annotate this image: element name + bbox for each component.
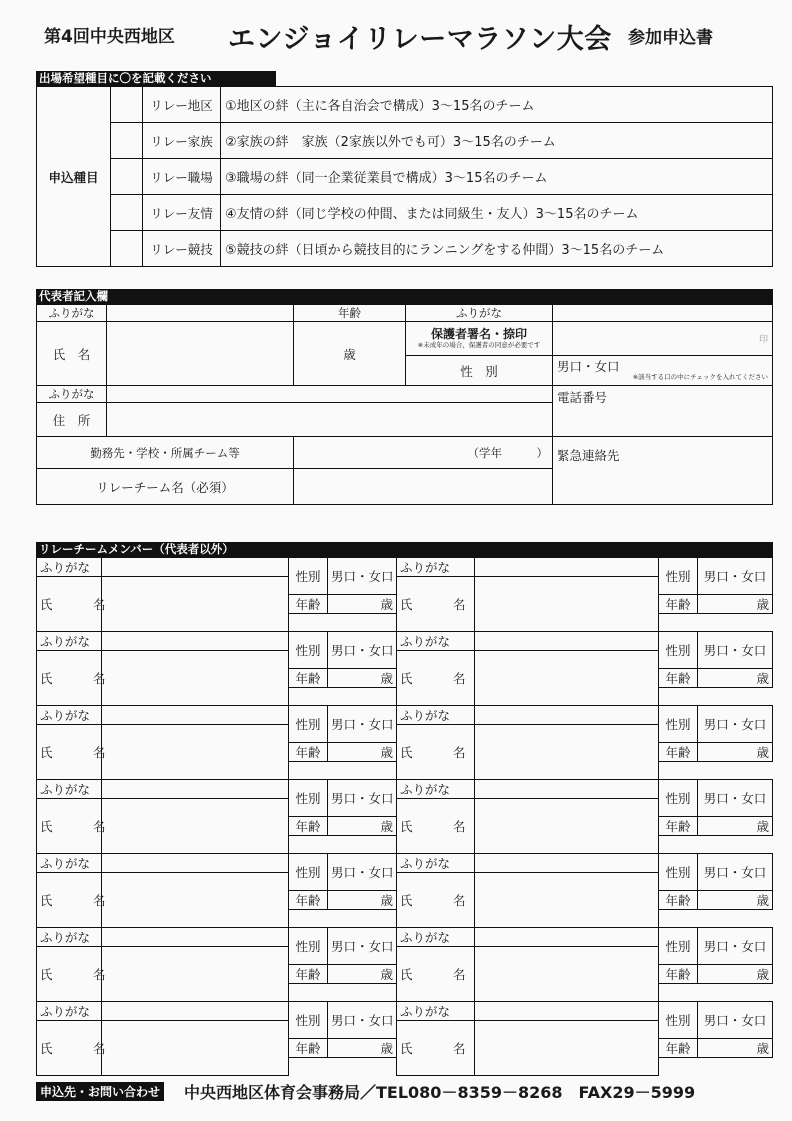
age-unit: 歳 (380, 967, 393, 982)
member-furigana-field[interactable] (475, 558, 659, 577)
member-gender-label: 性別 (659, 780, 698, 817)
member-furigana-field[interactable] (102, 928, 289, 947)
member-age-field[interactable] (328, 891, 397, 910)
age-unit: 歳 (756, 597, 769, 612)
member-name-field[interactable] (475, 947, 659, 1002)
member-age-label: 年齢 (289, 1039, 328, 1058)
member-furigana-field[interactable] (475, 1002, 659, 1021)
member-name-field[interactable] (102, 577, 289, 632)
event-edition: 第4回中央西地区 (44, 27, 175, 47)
rep-age-field[interactable] (294, 322, 406, 386)
member-age-field[interactable] (328, 965, 397, 984)
member-gender-field[interactable] (698, 928, 773, 965)
document-title: 参加申込書 (628, 28, 713, 48)
member-rows (37, 558, 773, 1076)
member-furigana-label: ふりがな (37, 780, 102, 799)
member-gender-field[interactable] (698, 632, 773, 669)
member-name-field[interactable] (102, 799, 289, 854)
member-name-label: 氏 名 (397, 947, 475, 1002)
grade-label: （学年 ） (467, 445, 548, 460)
member-furigana-field[interactable] (102, 706, 289, 725)
member-gender-label: 性別 (659, 632, 698, 669)
gender-options: 男口・女口 (331, 791, 394, 806)
event-description: ①地区の絆（主に各自治会で構成）3～15名のチーム (221, 87, 773, 123)
contact-label: 申込先・お問い合わせ (36, 1082, 164, 1101)
gender-options: 男口・女口 (703, 865, 767, 880)
member-name-label: 氏 名 (397, 725, 475, 780)
member-furigana-label: ふりがな (397, 854, 475, 873)
member-furigana-field[interactable] (475, 928, 659, 947)
age-unit: 歳 (380, 597, 393, 612)
member-age-field[interactable] (698, 595, 773, 614)
events-label: 申込種目 (37, 87, 111, 267)
members-heading: リレーチームメンバー（代表者以外） (36, 542, 773, 557)
member-name-field[interactable] (102, 651, 289, 706)
seal-mark: 印 (758, 335, 768, 345)
event-mark-cell[interactable] (111, 231, 143, 267)
member-age-label: 年齢 (289, 669, 328, 688)
gender-options: 男口・女口 (703, 643, 767, 658)
age-unit: 歳 (380, 893, 393, 908)
team-name-label: リレーチーム名（必須） (37, 469, 294, 505)
member-name-label: 氏 名 (37, 1021, 102, 1076)
member-name-field[interactable] (102, 873, 289, 928)
member-row (37, 780, 773, 799)
member-age-field[interactable] (698, 817, 773, 836)
phone-field[interactable] (553, 386, 773, 437)
member-row (37, 928, 773, 947)
guardian-seal-field[interactable] (553, 322, 773, 356)
event-description: ④友情の絆（同じ学校の仲間、または同級生・友人）3～15名のチーム (221, 195, 773, 231)
gender-options: 男口・女口 (331, 865, 394, 880)
event-category: リレー職場 (143, 159, 221, 195)
member-furigana-label: ふりがな (37, 854, 102, 873)
member-name-field[interactable] (475, 725, 659, 780)
member-name-label: 氏 名 (397, 1021, 475, 1076)
member-gender-field[interactable] (328, 632, 397, 669)
member-gender-field[interactable] (698, 558, 773, 595)
member-furigana-label: ふりがな (397, 558, 475, 577)
member-furigana-label: ふりがな (37, 1002, 102, 1021)
member-furigana-label: ふりがな (37, 928, 102, 947)
member-gender-field[interactable] (698, 780, 773, 817)
member-age-label: 年齢 (659, 669, 698, 688)
phone-label: 電話番号 (557, 390, 608, 405)
member-furigana-field[interactable] (475, 854, 659, 873)
guardian-furigana-field[interactable] (553, 305, 773, 322)
address-field[interactable] (107, 403, 553, 437)
member-age-field[interactable] (698, 1039, 773, 1058)
address-furigana-field[interactable] (107, 386, 553, 403)
member-age-field[interactable] (698, 891, 773, 910)
emergency-label: 緊急連絡先 (557, 448, 620, 463)
member-gender-label: 性別 (289, 780, 328, 817)
age-unit: 歳 (380, 819, 393, 834)
event-category: リレー競技 (143, 231, 221, 267)
gender-options: 男口・女口 (703, 791, 767, 806)
member-gender-label: 性別 (289, 854, 328, 891)
age-unit: 歳 (756, 1041, 769, 1056)
rep-heading: 代表者記入欄 (36, 289, 773, 304)
member-gender-label: 性別 (289, 928, 328, 965)
member-row (37, 558, 773, 577)
member-age-label: 年齢 (289, 743, 328, 762)
member-age-label: 年齢 (659, 891, 698, 910)
member-age-field[interactable] (328, 669, 397, 688)
member-name-label: 氏 名 (397, 577, 475, 632)
event-description: ③職場の絆（同一企業従業員で構成）3～15名のチーム (221, 159, 773, 195)
rep-furigana-field[interactable] (107, 305, 294, 322)
member-furigana-field[interactable] (102, 558, 289, 577)
rep-name-field[interactable] (107, 322, 294, 386)
gender-options: 男口・女口 (703, 939, 767, 954)
member-age-field[interactable] (698, 965, 773, 984)
member-gender-label: 性別 (289, 1002, 328, 1039)
age-unit: 歳 (380, 745, 393, 760)
member-row (37, 632, 773, 651)
member-name-field[interactable] (102, 1021, 289, 1076)
age-unit: 歳 (756, 819, 769, 834)
check-note: ※該当する口の中にチェックを入れてください (632, 372, 768, 381)
member-furigana-label: ふりがな (397, 1002, 475, 1021)
member-gender-label: 性別 (289, 632, 328, 669)
member-gender-label: 性別 (659, 854, 698, 891)
member-age-field[interactable] (328, 743, 397, 762)
member-gender-field[interactable] (698, 1002, 773, 1039)
gender-options: 男口・女口 (703, 1013, 767, 1028)
member-gender-field[interactable] (328, 558, 397, 595)
member-name-field[interactable] (102, 725, 289, 780)
member-gender-label: 性別 (289, 558, 328, 595)
member-furigana-label: ふりがな (37, 558, 102, 577)
member-gender-field[interactable] (698, 854, 773, 891)
member-age-field[interactable] (328, 1039, 397, 1058)
member-age-label: 年齢 (659, 595, 698, 614)
address-furigana-label: ふりがな (37, 386, 107, 403)
member-gender-label: 性別 (659, 1002, 698, 1039)
member-gender-field[interactable] (698, 706, 773, 743)
event-description: ⑤競技の絆（日頃から競技目的にランニングをする仲間）3～15名のチーム (221, 231, 773, 267)
member-age-label: 年齢 (659, 817, 698, 836)
gender-options: 男口・女口 (331, 1013, 394, 1028)
member-name-label: 氏 名 (397, 651, 475, 706)
age-unit: 歳 (380, 1041, 393, 1056)
member-name-field[interactable] (102, 947, 289, 1002)
event-category: リレー地区 (143, 87, 221, 123)
member-name-label: 氏 名 (37, 799, 102, 854)
event-mark-cell[interactable] (111, 159, 143, 195)
gender-options: 男口・女口 (557, 359, 620, 375)
events-heading: 出場希望種目に〇を記載ください (36, 71, 276, 86)
guardian-label-cell (406, 322, 553, 356)
event-mark-cell[interactable] (111, 123, 143, 159)
member-furigana-field[interactable] (475, 706, 659, 725)
member-name-label: 氏 名 (37, 725, 102, 780)
age-unit: 歳 (756, 893, 769, 908)
member-gender-label: 性別 (659, 706, 698, 743)
age-unit: 歳 (756, 671, 769, 686)
event-mark-cell[interactable] (111, 87, 143, 123)
member-gender-field[interactable] (328, 854, 397, 891)
work-label: 勤務先・学校・所属チーム等 (37, 437, 294, 469)
rep-furigana-label: ふりがな (37, 305, 107, 322)
member-name-field[interactable] (475, 651, 659, 706)
age-unit: 歳 (756, 967, 769, 982)
member-gender-field[interactable] (328, 780, 397, 817)
member-age-label: 年齢 (289, 891, 328, 910)
member-row (37, 706, 773, 725)
member-name-label: 氏 名 (37, 873, 102, 928)
member-furigana-label: ふりがな (397, 706, 475, 725)
member-age-field[interactable] (328, 595, 397, 614)
member-furigana-field[interactable] (475, 780, 659, 799)
age-unit: 歳 (380, 671, 393, 686)
member-gender-field[interactable] (328, 928, 397, 965)
gender-options: 男口・女口 (331, 939, 394, 954)
guardian-note: ※未成年の場合、保護者の同意が必要です (417, 340, 541, 349)
member-gender-label: 性別 (659, 558, 698, 595)
rep-name-label: 氏 名 (37, 322, 107, 386)
member-name-label: 氏 名 (37, 947, 102, 1002)
member-name-field[interactable] (475, 799, 659, 854)
member-age-label: 年齢 (659, 965, 698, 984)
work-field[interactable] (294, 437, 553, 469)
emergency-field[interactable] (553, 437, 773, 505)
member-name-field[interactable] (475, 873, 659, 928)
member-furigana-field[interactable] (102, 1002, 289, 1021)
gender-options: 男口・女口 (331, 717, 394, 732)
member-furigana-field[interactable] (475, 632, 659, 651)
title-row (0, 0, 792, 64)
event-category: リレー友情 (143, 195, 221, 231)
member-row (37, 1002, 773, 1021)
footer (36, 1080, 773, 1102)
rep-age-label: 年齢 (294, 305, 406, 322)
member-name-label: 氏 名 (37, 651, 102, 706)
age-unit: 歳 (756, 745, 769, 760)
member-furigana-field[interactable] (102, 780, 289, 799)
event-description: ②家族の絆 家族（2家族以外でも可）3～15名のチーム (221, 123, 773, 159)
gender-options: 男口・女口 (331, 569, 394, 584)
event-title: エンジョイリレーマラソン大会 (228, 24, 612, 55)
member-age-field[interactable] (698, 743, 773, 762)
rep-gender-field[interactable] (553, 356, 773, 386)
members-table (36, 557, 773, 1076)
team-name-field[interactable] (294, 469, 553, 505)
member-gender-field[interactable] (328, 1002, 397, 1039)
member-gender-field[interactable] (328, 706, 397, 743)
member-age-field[interactable] (698, 669, 773, 688)
member-furigana-label: ふりがな (397, 780, 475, 799)
guardian-furigana-label: ふりがな (406, 305, 553, 322)
age-unit: 歳 (343, 346, 356, 362)
member-age-label: 年齢 (289, 595, 328, 614)
contact-info: 中央西地区体育会事務局／TEL080－8359－8268 FAX29－5999 (184, 1083, 696, 1102)
gender-options: 男口・女口 (703, 717, 767, 732)
gender-options: 男口・女口 (703, 569, 767, 584)
member-name-label: 氏 名 (397, 799, 475, 854)
member-row (37, 854, 773, 873)
representative-table (36, 304, 773, 505)
member-furigana-label: ふりがな (397, 928, 475, 947)
member-age-label: 年齢 (289, 817, 328, 836)
member-age-label: 年齢 (289, 965, 328, 984)
member-age-label: 年齢 (659, 1039, 698, 1058)
member-gender-label: 性別 (659, 928, 698, 965)
member-name-label: 氏 名 (37, 577, 102, 632)
member-name-field[interactable] (475, 577, 659, 632)
events-table (36, 86, 773, 267)
event-category: リレー家族 (143, 123, 221, 159)
member-furigana-label: ふりがな (37, 706, 102, 725)
member-gender-label: 性別 (289, 706, 328, 743)
gender-options: 男口・女口 (331, 643, 394, 658)
event-mark-cell[interactable] (111, 195, 143, 231)
guardian-label: 保護者署名・捺印 (430, 327, 527, 342)
address-label: 住 所 (37, 403, 107, 437)
member-name-label: 氏 名 (397, 873, 475, 928)
member-furigana-label: ふりがな (397, 632, 475, 651)
member-furigana-label: ふりがな (37, 632, 102, 651)
member-age-field[interactable] (328, 817, 397, 836)
rep-gender-label: 性 別 (406, 356, 553, 386)
member-name-field[interactable] (475, 1021, 659, 1076)
member-age-label: 年齢 (659, 743, 698, 762)
member-furigana-field[interactable] (102, 632, 289, 651)
member-furigana-field[interactable] (102, 854, 289, 873)
